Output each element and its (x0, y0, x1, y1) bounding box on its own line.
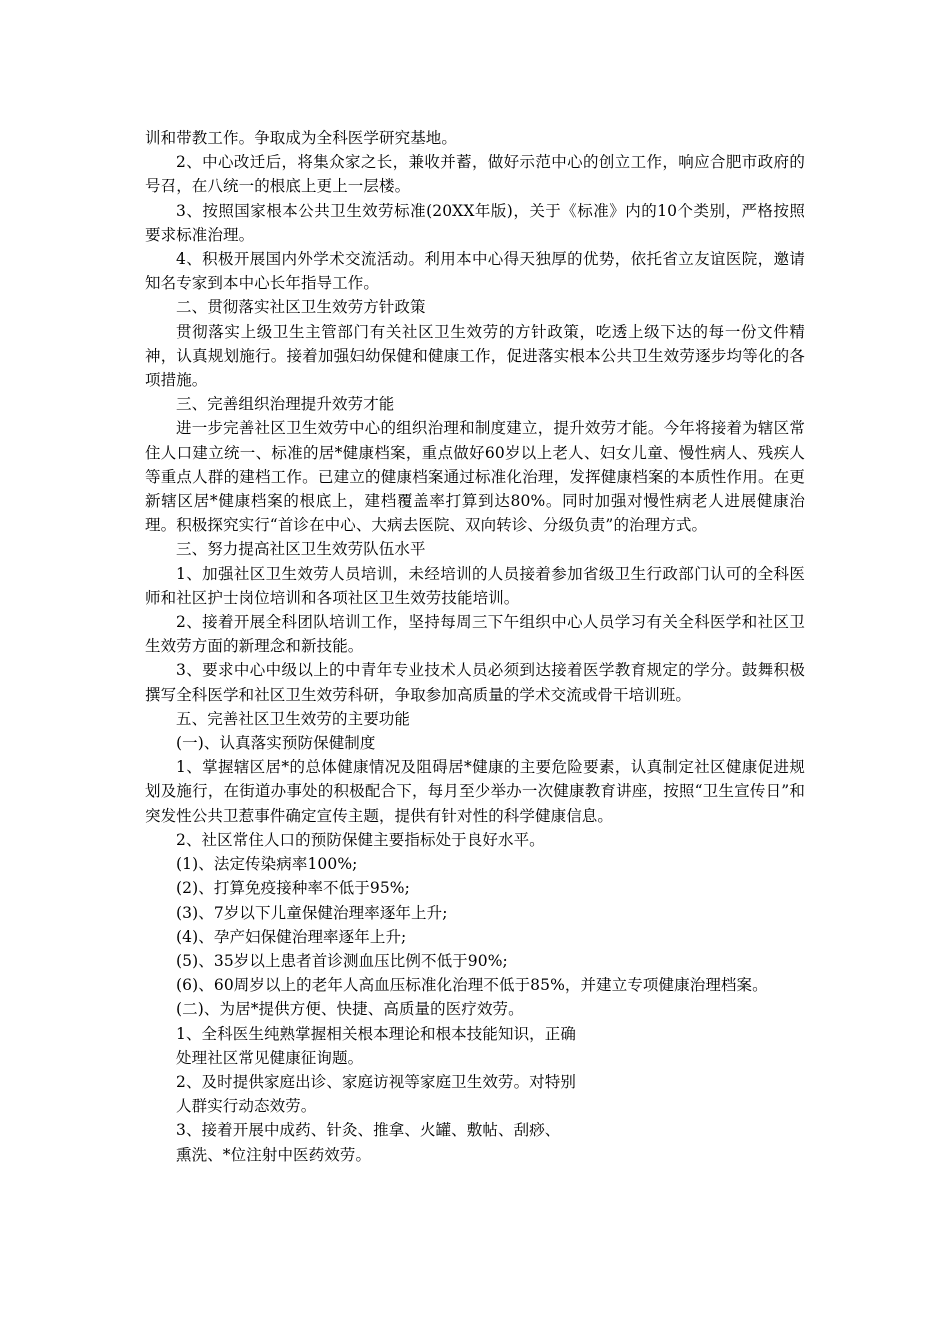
paragraph-continuation: 熏洗、*位注射中医药效劳。 (176, 1145, 372, 1164)
paragraph: 贯彻落实上级卫生主管部门有关社区卫生效劳的方针政策，吃透上级下达的每一份文件精神，认真规划施行。接着加强妇幼保健和健康工作，促进落实根本公共卫生效劳逐步均等化的各项措施。 (145, 322, 805, 390)
paragraph-continuation: 人群实行动态效劳。 (176, 1097, 317, 1116)
paragraph: 2、中心改迁后，将集众家之长，兼收并蓄，做好示范中心的创立工作，响应合肥市政府的号召，在八统一的根底上更上一层楼。 (145, 153, 805, 196)
paragraph: 2、及时提供家庭出诊、家庭访视等家庭卫生效劳。对特别 (176, 1072, 576, 1091)
paragraph: 3、接着开展中成药、针灸、推拿、火罐、敷帖、刮痧、 (176, 1121, 561, 1140)
section-heading: 二、贯彻落实社区卫生效劳方针政策 (176, 298, 426, 317)
paragraph: 1、掌握辖区居*的总体健康情况及阻碍居*健康的主要危险要素，认真制定社区健康促进规划及施行，在街道办事处的积极配合下，每月至少举办一次健康教育讲座，按照“卫生宣传日”和突发性公共卫惹事件确定宣传主题，提供有针对性的科学健康信息。 (145, 758, 805, 825)
section-heading: 五、完善社区卫生效劳的主要功能 (176, 709, 411, 728)
section-heading: 三、努力提高社区卫生效劳队伍水平 (176, 540, 426, 559)
paragraph: 2、社区常住人口的预防保健主要指标处于良好水平。 (176, 830, 545, 849)
subsection-heading: (二)、为居*提供方便、快捷、高质量的医疗效劳。 (176, 1000, 524, 1019)
paragraph: 3、按照国家根本公共卫生效劳标准(20XX年版)，关于《标准》内的10个类别，严格按照要求标准治理。 (145, 201, 805, 244)
paragraph: 3、要求中心中级以上的中青年专业技术人员必须到达接着医学教育规定的学分。鼓舞积极撰写全科医学和社区卫生效劳科研，争取参加高质量的学术交流或骨干培训班。 (145, 661, 805, 704)
list-item: (2)、打算免疫接种率不低于95%; (176, 879, 410, 898)
list-item: (3)、7岁以下儿童保健治理率逐年上升; (176, 903, 448, 922)
paragraph: 训和带教工作。争取成为全科医学研究基地。 (145, 129, 458, 147)
list-item: (6)、60周岁以上的老年人高血压标准化治理不低于85%，并建立专项健康治理档案。 (176, 976, 768, 995)
paragraph: 1、全科医生纯熟掌握相关根本理论和根本技能知识，正确 (176, 1024, 576, 1043)
paragraph: 4、积极开展国内外学术交流活动。利用本中心得天独厚的优势，依托省立友谊医院，邀请知名专家到本中心长年指导工作。 (145, 250, 805, 293)
paragraph: 2、接着开展全科团队培训工作，坚持每周三下午组织中心人员学习有关全科医学和社区卫生效劳方面的新理念和新技能。 (145, 613, 805, 656)
paragraph: 进一步完善社区卫生效劳中心的组织治理和制度建立，提升效劳才能。今年将接着为辖区常住人口建立统一、标准的居*健康档案，重点做好60岁以上老人、妇女儿童、慢性病人、残疾人等重点人群的建档工作。已建立的健康档案通过标准化治理，发挥健康档案的本质性作用。在更新辖区居*健康档案的根底上，建档覆盖率打算到达80%。同时加强对慢性病老人进展健康治理。积极探究实行“首诊在中心、大病去医院、双向转诊、分级负责”的治理方式。 (145, 419, 805, 535)
section-heading: 三、完善组织治理提升效劳才能 (176, 395, 395, 414)
paragraph: 1、加强社区卫生效劳人员培训，未经培训的人员接着参加省级卫生行政部门认可的全科医师和社区护士岗位培训和各项社区卫生效劳技能培训。 (145, 564, 805, 607)
list-item: (1)、法定传染病率100%; (176, 855, 358, 874)
subsection-heading: (一)、认真落实预防保健制度 (176, 734, 376, 753)
list-item: (5)、35岁以上患者首诊测血压比例不低于90%; (176, 951, 508, 970)
document-body (145, 126, 805, 1167)
list-item: (4)、孕产妇保健治理率逐年上升; (176, 927, 407, 946)
paragraph-continuation: 处理社区常见健康征询题。 (176, 1048, 364, 1067)
